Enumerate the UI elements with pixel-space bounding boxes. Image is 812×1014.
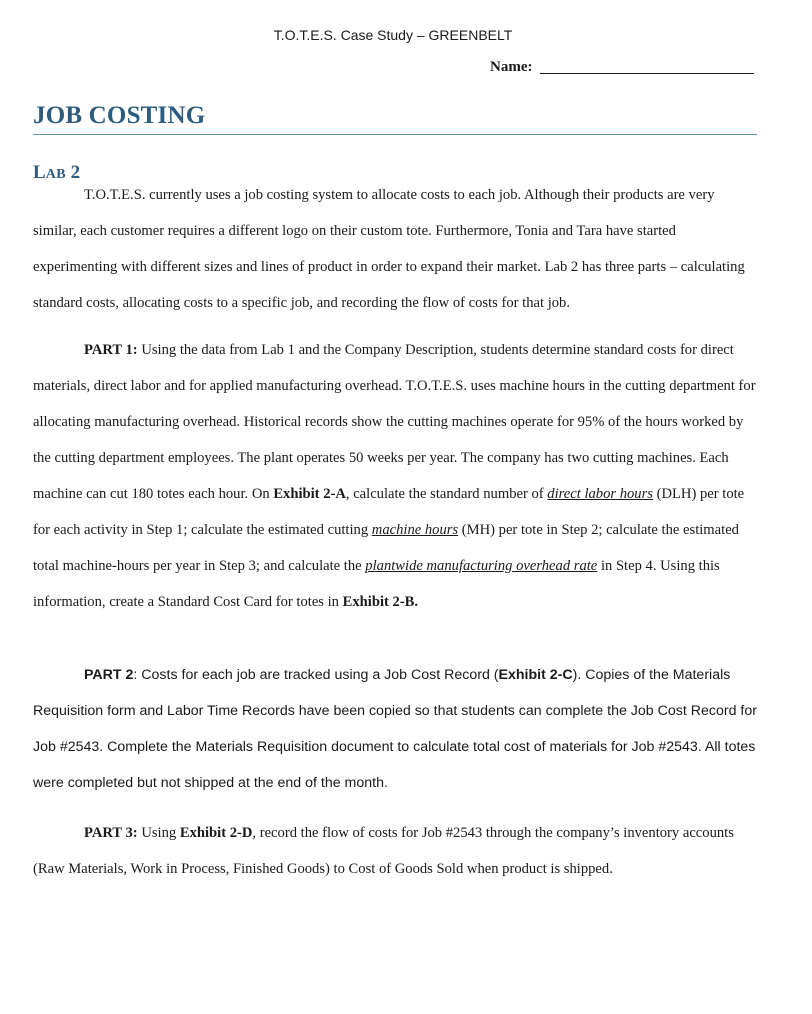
part1-text-4: (MH) per tote in Step 2; calculate the estimated total machine-hours per year in Step 3; and calculate the bbox=[33, 522, 739, 574]
part1-text-3: (DLH) per tote for each activity in Step 1; calculate the estimated cutting bbox=[33, 486, 745, 538]
part2-paragraph bbox=[33, 657, 757, 801]
intro-paragraph: T.O.T.E.S. currently uses a job costing system to allocate costs to each job. Although their products are very similar, each customer requires a different logo on their custom tote. Furthermore, Tonia and Tara have started experimenting with different sizes and lines of product in order to expand their market. Lab 2 has three parts – calculating standard costs, allocating costs to a specific job, and recording the flow of costs for that job. bbox=[33, 187, 745, 311]
part2-label: PART 2 bbox=[84, 667, 134, 683]
name-blank-line bbox=[540, 73, 754, 74]
lab-heading-number: 2 bbox=[70, 162, 81, 183]
running-header: T.O.T.E.S. Case Study – GREENBELT bbox=[273, 27, 513, 43]
term-direct-labor-hours: direct labor hours bbox=[547, 486, 653, 502]
exhibit-2b-ref: Exhibit 2-B. bbox=[342, 594, 419, 610]
part3-text-1: Using bbox=[137, 825, 180, 841]
lab-heading-rest: AB bbox=[45, 167, 67, 182]
part1-label: PART 1: bbox=[84, 342, 138, 358]
title-rule bbox=[33, 134, 757, 135]
part2-text-1: : Costs for each job are tracked using a Job Cost Record ( bbox=[133, 667, 499, 683]
part3-paragraph bbox=[33, 815, 757, 887]
exhibit-2c-ref: Exhibit 2-C bbox=[498, 667, 573, 683]
section-title: JOB COSTING bbox=[33, 102, 206, 129]
part3-label: PART 3: bbox=[84, 825, 138, 841]
part1-text-5: in Step 4. Using this information, create a Standard Cost Card for totes in bbox=[33, 558, 720, 610]
part1-text-2: , calculate the standard number of bbox=[345, 486, 548, 502]
exhibit-2a-ref: Exhibit 2-A bbox=[273, 486, 346, 502]
term-overhead-rate: plantwide manufacturing overhead rate bbox=[365, 558, 598, 574]
term-machine-hours: machine hours bbox=[371, 522, 459, 538]
part3-text-2: , record the flow of costs for Job #2543 through the company’s inventory accounts (Raw Materials, Work in Process, Finished Goods) to Cost of Goods Sold when product is shipped. bbox=[33, 825, 734, 877]
part1-text-1: Using the data from Lab 1 and the Company Description, students determine standard costs for direct materials, direct labor and for applied manufacturing overhead. T.O.T.E.S. uses machine hours in the cutting department for allocating manufacturing overhead. Historical records show the cutting machines operate for 95% of the hours worked by the cutting department employees. The plant operates 50 weeks per year. The company has two cutting machines. Each machine can cut 180 totes each hour. On bbox=[33, 342, 756, 502]
name-field bbox=[490, 59, 760, 77]
part2-text-2: ). Copies of the Materials Requisition form and Labor Time Records have been copied so that students can complete the Job Cost Record for Job #2543. Complete the Materials Requisition document to calculate total cost of materials for Job #2543. All totes were completed but not shipped at the end of the month. bbox=[33, 667, 757, 791]
name-label: Name: bbox=[490, 59, 533, 75]
part1-paragraph bbox=[33, 332, 757, 620]
exhibit-2d-ref: Exhibit 2-D bbox=[179, 825, 253, 841]
lab-heading-initial: L bbox=[33, 162, 46, 183]
